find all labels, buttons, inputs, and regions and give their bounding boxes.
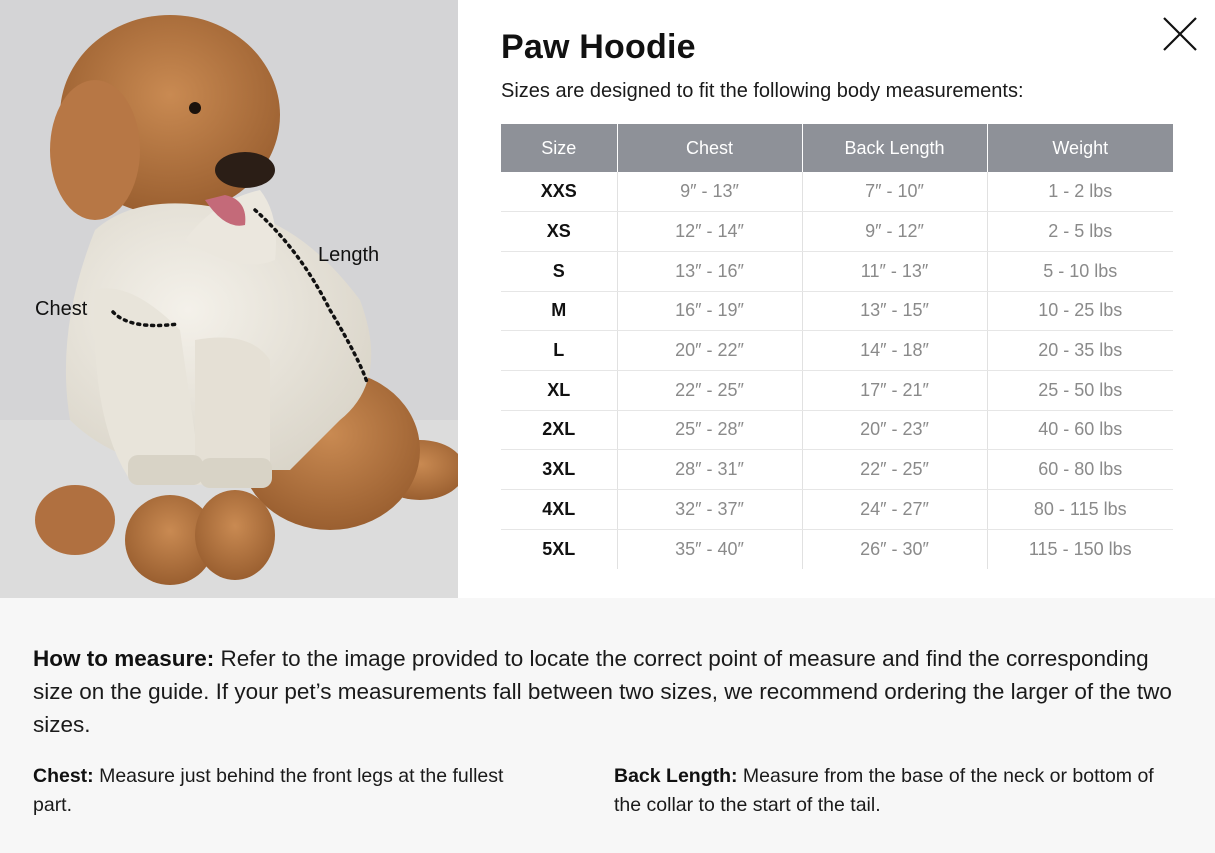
- back-length-cell: 22″ - 25″: [802, 450, 987, 490]
- table-row: [501, 410, 1173, 450]
- back-length-cell: 11″ - 13″: [802, 251, 987, 291]
- header-size: Size: [501, 124, 617, 172]
- weight-cell: 5 - 10 lbs: [987, 251, 1173, 291]
- back-length-cell: 13″ - 15″: [802, 291, 987, 331]
- chest-cell: 35″ - 40″: [617, 529, 802, 569]
- modal-title: Paw Hoodie: [501, 28, 696, 66]
- chest-cell: 20″ - 22″: [617, 331, 802, 371]
- product-photo: [0, 0, 458, 598]
- size-chart-table: [501, 124, 1173, 569]
- back-length-cell: 26″ - 30″: [802, 529, 987, 569]
- chest-note: [33, 762, 533, 820]
- how-to-measure-label: How to measure:: [33, 646, 215, 671]
- weight-cell: 1 - 2 lbs: [987, 172, 1173, 212]
- header-back-length: Back Length: [802, 124, 987, 172]
- chest-cell: 13″ - 16″: [617, 251, 802, 291]
- table-row: [501, 331, 1173, 371]
- chest-note-label: Chest:: [33, 765, 94, 787]
- weight-cell: 60 - 80 lbs: [987, 450, 1173, 490]
- size-cell: XL: [501, 370, 617, 410]
- size-cell: S: [501, 251, 617, 291]
- header-chest: Chest: [617, 124, 802, 172]
- chest-cell: 28″ - 31″: [617, 450, 802, 490]
- chest-annotation: Chest: [35, 298, 88, 320]
- back-length-cell: 9″ - 12″: [802, 212, 987, 252]
- size-cell: 5XL: [501, 529, 617, 569]
- weight-cell: 2 - 5 lbs: [987, 212, 1173, 252]
- weight-cell: 10 - 25 lbs: [987, 291, 1173, 331]
- chest-cell: 32″ - 37″: [617, 490, 802, 530]
- table-header-row: [501, 124, 1173, 172]
- back-length-note: [614, 762, 1154, 820]
- back-length-note-text: Measure from the base of the neck or bottom of the collar to the start of the tail.: [614, 765, 1154, 816]
- size-cell: L: [501, 331, 617, 371]
- chest-cell: 16″ - 19″: [617, 291, 802, 331]
- back-length-cell: 20″ - 23″: [802, 410, 987, 450]
- table-row: [501, 370, 1173, 410]
- table-row: [501, 490, 1173, 530]
- table-row: [501, 251, 1173, 291]
- table-row: [501, 529, 1173, 569]
- back-length-cell: 14″ - 18″: [802, 331, 987, 371]
- table-row: [501, 172, 1173, 212]
- modal-subtitle: Sizes are designed to fit the following body measurements:: [501, 80, 1024, 102]
- size-cell: 4XL: [501, 490, 617, 530]
- size-cell: M: [501, 291, 617, 331]
- header-weight: Weight: [987, 124, 1173, 172]
- back-length-cell: 24″ - 27″: [802, 490, 987, 530]
- chest-cell: 9″ - 13″: [617, 172, 802, 212]
- chest-note-text: Measure just behind the front legs at the fullest part.: [33, 765, 504, 816]
- how-to-measure-text: Refer to the image provided to locate the correct point of measure and find the corresponding size on the guide. If your pet’s measurements fall between two sizes, we recommend ordering the larger of the two sizes.: [33, 646, 1172, 737]
- size-cell: 3XL: [501, 450, 617, 490]
- table-row: [501, 212, 1173, 252]
- back-length-note-label: Back Length:: [614, 765, 738, 787]
- size-cell: 2XL: [501, 410, 617, 450]
- weight-cell: 20 - 35 lbs: [987, 331, 1173, 371]
- chest-cell: 22″ - 25″: [617, 370, 802, 410]
- weight-cell: 40 - 60 lbs: [987, 410, 1173, 450]
- measure-instructions: [0, 598, 1215, 853]
- how-to-measure-paragraph: [33, 642, 1183, 741]
- weight-cell: 115 - 150 lbs: [1028, 538, 1132, 559]
- back-length-cell: 17″ - 21″: [802, 370, 987, 410]
- table-row: [501, 291, 1173, 331]
- size-cell: XS: [501, 212, 617, 252]
- close-icon: [1160, 14, 1200, 54]
- table-row: [501, 450, 1173, 490]
- weight-cell: 25 - 50 lbs: [987, 370, 1173, 410]
- chest-cell: 12″ - 14″: [617, 212, 802, 252]
- length-annotation: Length: [318, 244, 380, 266]
- weight-cell: 80 - 115 lbs: [987, 490, 1173, 530]
- back-length-cell: 7″ - 10″: [802, 172, 987, 212]
- close-button[interactable]: [1160, 14, 1200, 54]
- size-cell: XXS: [501, 172, 617, 212]
- chest-cell: 25″ - 28″: [617, 410, 802, 450]
